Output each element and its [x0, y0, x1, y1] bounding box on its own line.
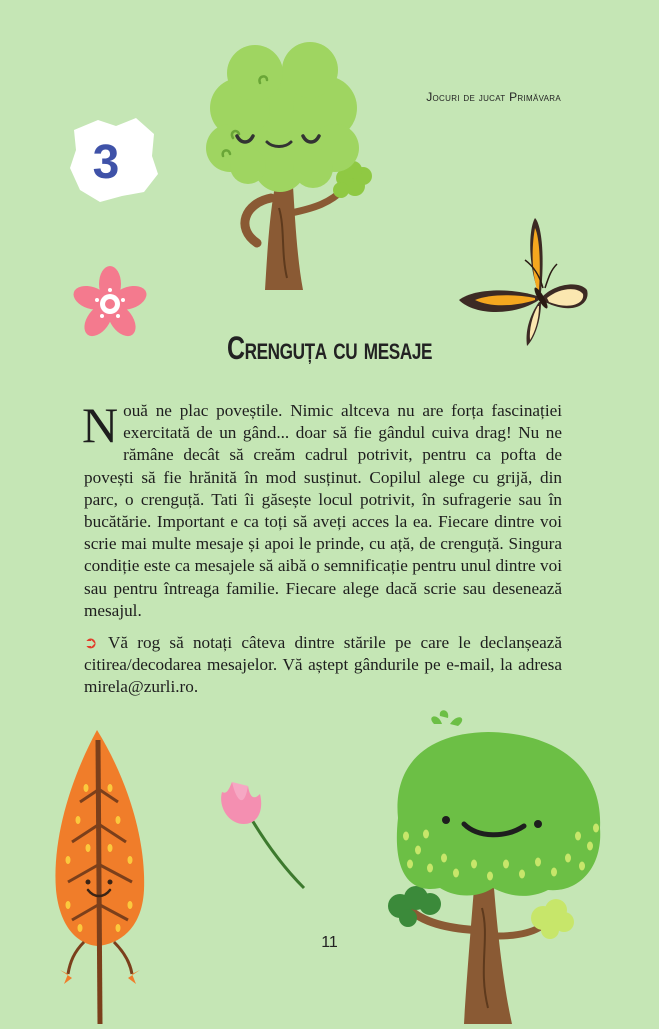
chapter-number: 3 — [92, 136, 120, 189]
running-header: Jocuri de jucat Primăvara — [426, 90, 561, 104]
arrow-bullet-icon: ➲ — [84, 633, 98, 653]
smiling-tree-illustration — [185, 38, 370, 296]
chapter-number-badge — [64, 112, 160, 204]
tulip-illustration — [214, 770, 310, 892]
page-title: Crenguța cu mesaje — [226, 330, 433, 366]
note-paragraph — [84, 632, 562, 699]
orange-leaf-character-illustration — [50, 730, 150, 1024]
body-text — [82, 397, 562, 699]
page-number: 11 — [321, 934, 338, 951]
drop-cap: N — [82, 397, 119, 453]
paragraph-text: ouă ne plac poveștile. Nimic altceva nu are forța fascinației exercitată de un gând... doar să fie gândul cuiva drag! Nu ne rămâne decât să creăm cadrul potrivit, pentru ca pofta de povești să fie hrănită în mod susținut. Copilul alege cu grijă, din parc, o crenguță. Tati îi găsește locul potrivit, în sufragerie sau în bucătărie. Important e ca toți să aveți acces la ea. Fiecare dintre voi scrie mai multe mesaje și apoi le prinde, cu ață, de crenguță. Singura condiție este ca mesajele să aibă o semnificație pentru unul dintre voi sau pentru întreaga familie. Fiecare alege dacă scrie sau desenează mesajul. — [84, 401, 562, 620]
green-tree-character-illustration — [378, 708, 618, 1024]
intro-paragraph — [82, 397, 562, 622]
note-text: Vă rog să notați câteva dintre stările pe care le declanșează citirea/decodarea mesajelor. Vă aștept gândurile pe e-mail, la adresa mirela@zurli.ro. — [84, 633, 562, 697]
